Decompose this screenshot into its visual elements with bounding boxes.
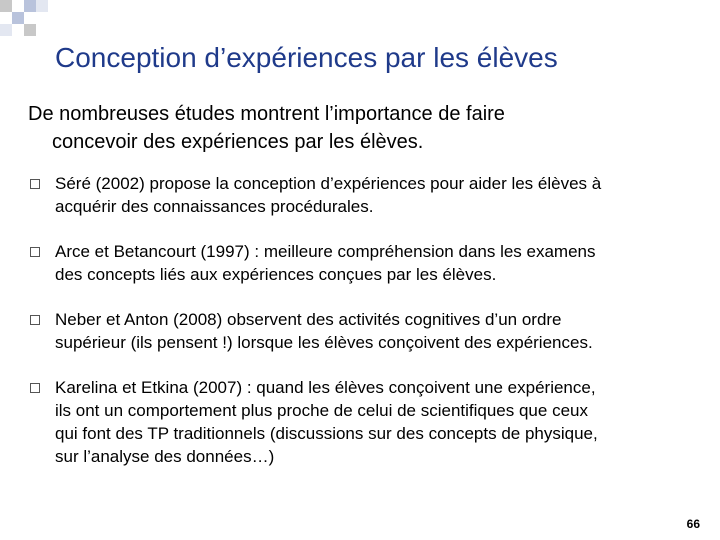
square-bullet-icon [30,247,40,257]
bullet-item-neber-anton [28,308,703,354]
slide-title: Conception d’expériences par les élèves [55,42,558,73]
bullet-line: ils ont un comportement plus proche de celui de scientifiques que ceux [55,401,588,420]
intro-line-2: concevoir des expériences par les élèves. [52,131,424,153]
bullet-item-arce-betancourt [28,240,703,286]
bullet-item-karelina-etkina [28,376,703,468]
bullet-line: Arce et Betancourt (1997) : meilleure compréhension dans les examens [55,242,596,261]
bullet-line: qui font des TP traditionnels (discussions sur des concepts de physique, [55,424,598,443]
bullet-line: Karelina et Etkina (2007) : quand les élèves conçoivent une expérience, [55,378,596,397]
bullet-item-sere [28,172,703,218]
bullet-list [28,172,703,490]
intro-paragraph [28,100,708,156]
bullet-line: sur l’analyse des données…) [55,447,275,466]
intro-line-1: De nombreuses études montrent l’importance de faire [28,103,505,125]
bullet-line: Neber et Anton (2008) observent des activités cognitives d’un ordre [55,310,562,329]
page-number: 66 [686,517,700,531]
bullet-line: supérieur (ils pensent !) lorsque les élèves conçoivent des expériences. [55,333,593,352]
bullet-line: des concepts liés aux expériences conçues par les élèves. [55,265,497,284]
bullet-line: Séré (2002) propose la conception d’expériences pour aider les élèves à [55,174,602,193]
square-bullet-icon [30,315,40,325]
corner-checker-decoration [0,0,60,40]
square-bullet-icon [30,383,40,393]
square-bullet-icon [30,179,40,189]
bullet-line: acquérir des connaissances procédurales. [55,197,374,216]
